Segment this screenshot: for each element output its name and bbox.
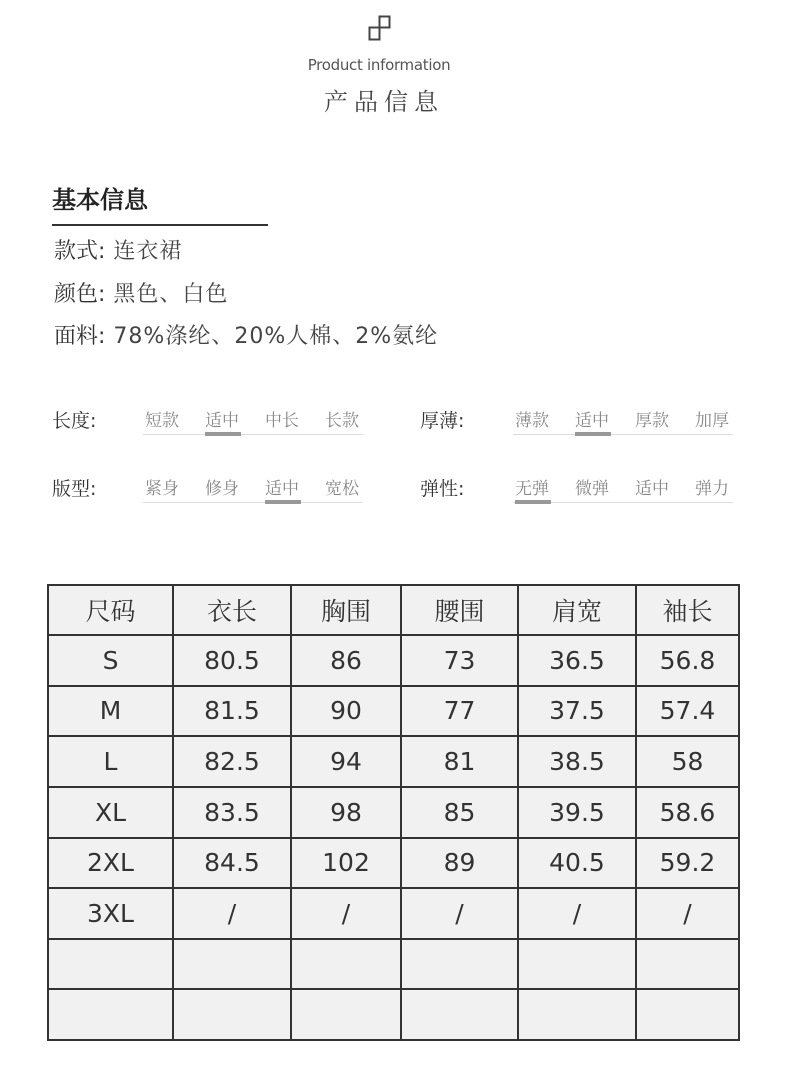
table-row: [48, 939, 739, 990]
table-header-row: [48, 585, 739, 635]
attr-option: 薄款: [515, 411, 549, 431]
table-cell: 58: [636, 736, 739, 787]
table-cell: S: [48, 635, 173, 686]
table-cell: [401, 989, 518, 1040]
attr-option: 无弹: [515, 479, 549, 499]
attr-option: 适中: [635, 479, 669, 499]
table-cell: [48, 989, 173, 1040]
table-cell: 59.2: [636, 838, 739, 889]
table-header-cell: 衣长: [173, 585, 291, 635]
table-header-cell: 袖长: [636, 585, 739, 635]
table-cell: 40.5: [518, 838, 636, 889]
table-cell: [636, 939, 739, 990]
table-cell: 83.5: [173, 787, 291, 838]
attr-scale-line: [513, 434, 733, 435]
attr-scale-line: [143, 502, 363, 503]
table-cell: [401, 939, 518, 990]
info-label: 面料:: [54, 324, 106, 349]
table-cell: /: [401, 888, 518, 939]
attr-option: 适中: [205, 411, 239, 431]
table-cell: /: [518, 888, 636, 939]
table-row: [48, 736, 739, 787]
table-cell: 37.5: [518, 686, 636, 737]
attr-thickness-scale: [513, 400, 733, 440]
table-cell: 90: [291, 686, 401, 737]
attr-option: 厚款: [635, 411, 669, 431]
table-cell: /: [291, 888, 401, 939]
attr-elasticity-scale: [513, 468, 733, 508]
table-row: [48, 888, 739, 939]
attr-option: 弹力: [695, 479, 729, 499]
attr-option: 适中: [575, 411, 609, 431]
info-label: 款式:: [54, 239, 106, 264]
table-row: [48, 635, 739, 686]
table-header-cell: 肩宽: [518, 585, 636, 635]
attr-option: 修身: [205, 479, 239, 499]
table-cell: 58.6: [636, 787, 739, 838]
table-cell: 56.8: [636, 635, 739, 686]
attr-selected-marker: [265, 500, 301, 504]
info-value: 连衣裙: [113, 239, 183, 264]
table-cell: L: [48, 736, 173, 787]
attr-option: 短款: [145, 411, 179, 431]
table-cell: 81: [401, 736, 518, 787]
attr-fit-scale: [143, 468, 363, 508]
table-cell: 80.5: [173, 635, 291, 686]
table-cell: /: [173, 888, 291, 939]
table-cell: [636, 989, 739, 1040]
table-cell: 2XL: [48, 838, 173, 889]
table-cell: 86: [291, 635, 401, 686]
attr-fit-label: 版型:: [52, 478, 97, 500]
table-cell: 36.5: [518, 635, 636, 686]
table-cell: 94: [291, 736, 401, 787]
attr-option: 宽松: [325, 479, 359, 499]
attr-elasticity-label: 弹性:: [420, 478, 465, 500]
info-value: 78%涤纶、20%人棉、2%氨纶: [113, 324, 439, 349]
table-cell: [518, 939, 636, 990]
table-row: [48, 686, 739, 737]
table-cell: 81.5: [173, 686, 291, 737]
table-cell: XL: [48, 787, 173, 838]
table-cell: [173, 939, 291, 990]
attr-option: 中长: [265, 411, 299, 431]
attr-option: 紧身: [145, 479, 179, 499]
table-cell: 3XL: [48, 888, 173, 939]
table-header-cell: 胸围: [291, 585, 401, 635]
table-row: [48, 989, 739, 1040]
table-cell: 77: [401, 686, 518, 737]
header-title-en: Product information: [307, 56, 451, 74]
table-cell: [518, 989, 636, 1040]
table-cell: 84.5: [173, 838, 291, 889]
table-header-cell: 尺码: [48, 585, 173, 635]
table-row: [48, 838, 739, 889]
table-cell: 82.5: [173, 736, 291, 787]
table-row: [48, 787, 739, 838]
info-value: 黑色、白色: [113, 282, 229, 307]
table-cell: [48, 939, 173, 990]
attr-option: 适中: [265, 479, 299, 499]
attr-length-label: 长度:: [52, 410, 97, 432]
attr-scale-line: [143, 434, 363, 435]
table-cell: [291, 989, 401, 1040]
info-label: 颜色:: [54, 282, 106, 307]
attr-option: 微弹: [575, 479, 609, 499]
table-cell: /: [636, 888, 739, 939]
attr-selected-marker: [515, 500, 551, 504]
table-cell: M: [48, 686, 173, 737]
attr-selected-marker: [575, 432, 611, 436]
attr-thickness-label: 厚薄:: [420, 410, 465, 432]
table-cell: 98: [291, 787, 401, 838]
basic-info-title: 基本信息: [52, 186, 148, 214]
info-row-color: [54, 277, 228, 308]
table-cell: 89: [401, 838, 518, 889]
size-table: [47, 584, 740, 1041]
basic-info-underline: [52, 224, 268, 226]
info-row-fabric: [54, 319, 438, 350]
table-header-cell: 腰围: [401, 585, 518, 635]
table-cell: 57.4: [636, 686, 739, 737]
table-cell: [291, 939, 401, 990]
table-cell: 38.5: [518, 736, 636, 787]
info-row-style: [54, 234, 182, 265]
attr-option: 长款: [325, 411, 359, 431]
table-cell: 73: [401, 635, 518, 686]
attr-option: 加厚: [695, 411, 729, 431]
attr-selected-marker: [205, 432, 241, 436]
squares-logo-icon: [368, 14, 394, 42]
table-cell: 39.5: [518, 787, 636, 838]
header-title-cn: 产品信息: [324, 88, 444, 116]
table-cell: [173, 989, 291, 1040]
attr-length-scale: [143, 400, 363, 440]
table-cell: 102: [291, 838, 401, 889]
table-cell: 85: [401, 787, 518, 838]
